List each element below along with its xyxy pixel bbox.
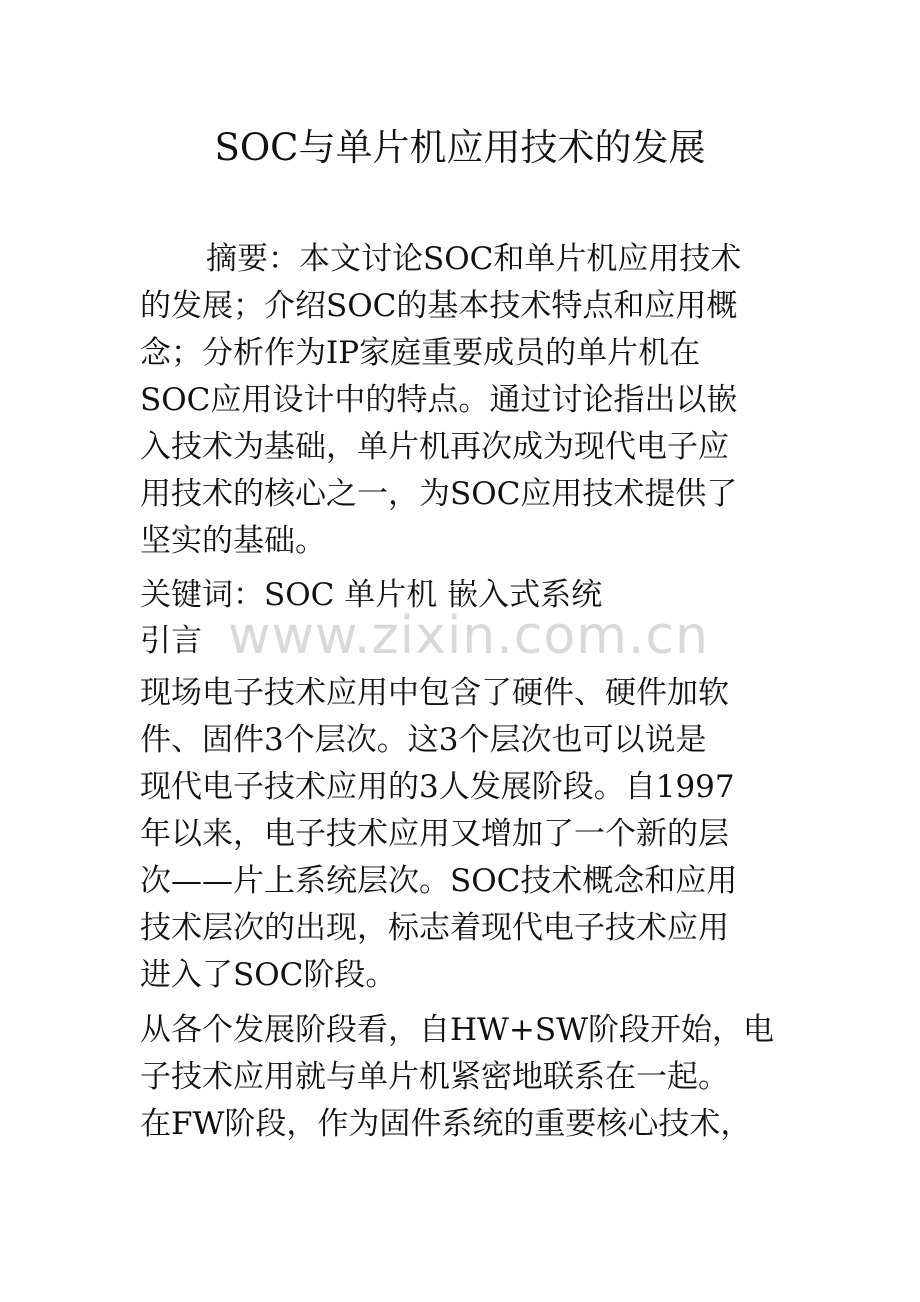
keywords-line: 关键词：SOC 单片机 嵌入式系统 bbox=[140, 577, 603, 613]
body-line-1: 现场电子技术应用中包含了硬件、硬件加软 bbox=[140, 675, 729, 711]
body-line-8: 从各个发展阶段看，自HW+SW阶段开始，电 bbox=[140, 1012, 774, 1048]
abstract-line-6: 用技术的核心之一，为SOC应用技术提供了 bbox=[140, 476, 738, 512]
abstract-line-5: 入技术为基础，单片机再次成为现代电子应 bbox=[140, 429, 729, 465]
abstract-line-2: 的发展；介绍SOC的基本技术特点和应用概 bbox=[140, 288, 738, 324]
abstract-line-1: 摘要：本文讨论SOC和单片机应用技术 bbox=[206, 241, 742, 277]
body-line-2: 件、固件3个层次。这3个层次也可以说是 bbox=[140, 722, 707, 758]
body-line-3: 现代电子技术应用的3人发展阶段。自1997 bbox=[140, 769, 735, 805]
abstract-line-4: SOC应用设计中的特点。通过讨论指出以嵌 bbox=[140, 382, 738, 418]
body-line-4: 年以来，电子技术应用又增加了一个新的层 bbox=[140, 816, 729, 852]
body-line-10: 在FW阶段，作为固件系统的重要核心技术， bbox=[140, 1106, 752, 1142]
body-line-9: 子技术应用就与单片机紧密地联系在一起。 bbox=[140, 1059, 729, 1095]
body-line-7: 进入了SOC阶段。 bbox=[140, 957, 397, 993]
section-heading-intro: 引言 bbox=[140, 623, 202, 659]
abstract-line-7: 坚实的基础。 bbox=[140, 523, 326, 559]
body-line-6: 技术层次的出现，标志着现代电子技术应用 bbox=[140, 910, 729, 946]
watermark: www.zixin.com.cn bbox=[228, 606, 709, 666]
body-line-5: 次——片上系统层次。SOC技术概念和应用 bbox=[140, 863, 738, 899]
document-title: SOC与单片机应用技术的发展 bbox=[214, 126, 706, 169]
abstract-line-3: 念；分析作为IP家庭重要成员的单片机在 bbox=[140, 335, 701, 371]
